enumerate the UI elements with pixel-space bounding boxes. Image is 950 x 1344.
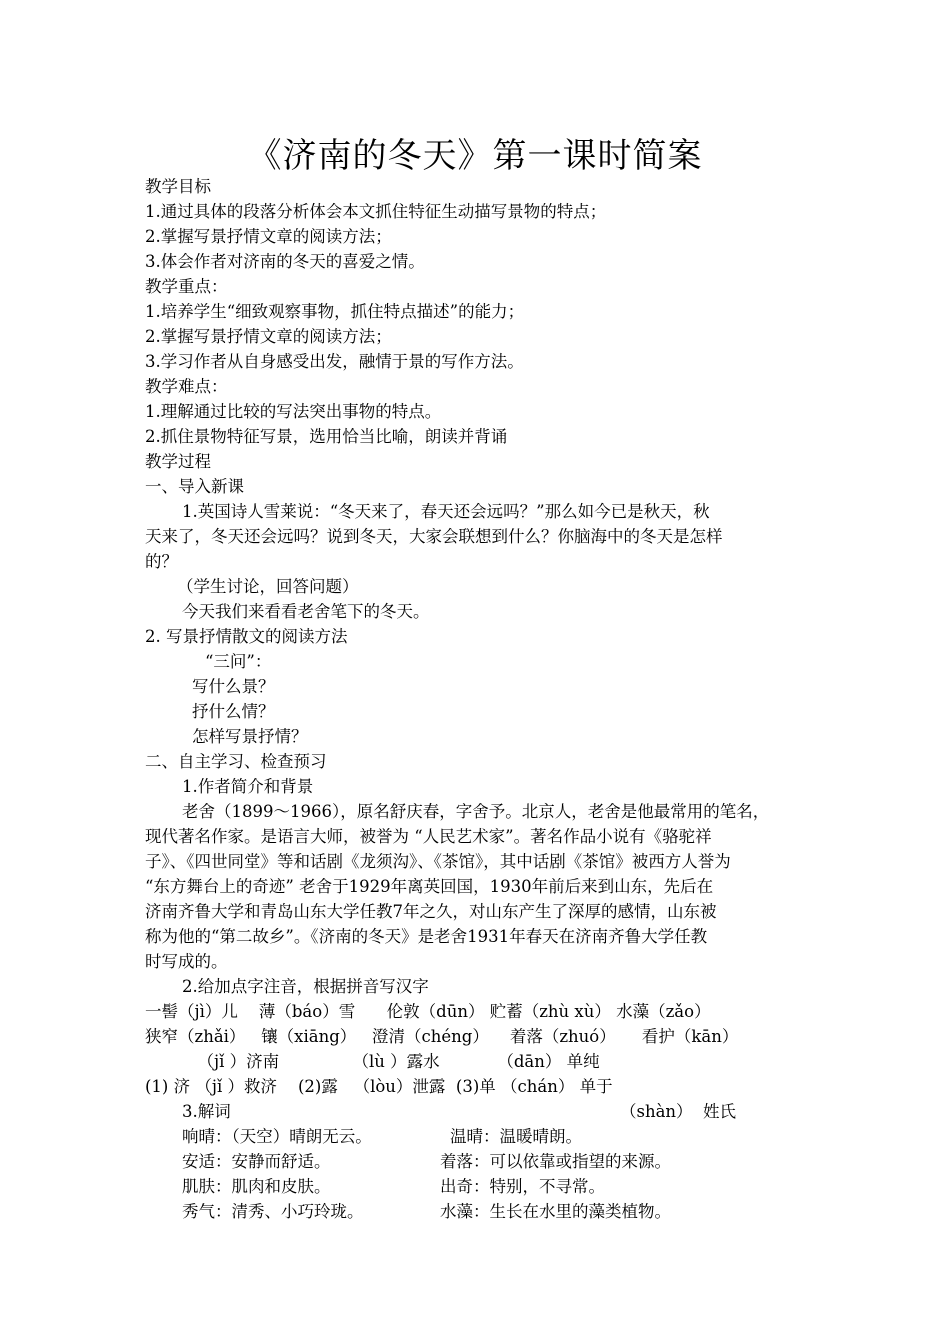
document-title: 《济南的冬天》第一课时简案 [247, 136, 703, 176]
key-point-item: 2.掌握写景抒情文章的阅读方法； [145, 327, 392, 346]
difficulties-heading: 教学难点： [145, 377, 228, 396]
vocab-item: 温晴：温暖晴朗。 [450, 1127, 582, 1146]
process-heading: 教学过程 [145, 452, 211, 471]
question-item: 怎样写景抒情？ [192, 727, 308, 746]
author-paragraph-line: 济南齐鲁大学和青岛山东大学任教7年之久，对山东产生了深厚的感情，山东被 [145, 902, 717, 921]
pinyin-line: （jǐ ）济南 （lù ）露水 （dān） 单纯 [145, 1052, 600, 1071]
key-point-item: 3.学习作者从自身感受出发，融情于景的写作方法。 [145, 352, 524, 371]
goal-item: 2.掌握写景抒情文章的阅读方法； [145, 227, 392, 246]
vocab-item: 水藻：生长在水里的藻类植物。 [440, 1202, 671, 1221]
vocab-item: 出奇：特别，不寻常。 [440, 1177, 605, 1196]
author-heading: 1.作者简介和背景 [182, 777, 314, 796]
goal-item: 1.通过具体的段落分析体会本文抓住特征生动描写景物的特点； [145, 202, 607, 221]
author-paragraph-line: 称为他的“第二故乡”。《济南的冬天》是老舍1931年春天在济南齐鲁大学任教 [145, 927, 708, 946]
intro-paragraph-line: 1.英国诗人雪莱说：“冬天来了，春天还会远吗？”那么如今已是秋天，秋 [182, 502, 710, 521]
pinyin-heading: 2.给加点字注音，根据拼音写汉字 [182, 977, 429, 996]
part1-heading: 一、导入新课 [145, 477, 244, 496]
vocab-item: 响晴：（天空）晴朗无云。 [182, 1127, 372, 1146]
vocab-heading: 3.解词 [182, 1102, 231, 1121]
vocab-item: 安适：安静而舒适。 [182, 1152, 331, 1171]
today-line: 今天我们来看看老舍笔下的冬天。 [182, 602, 430, 621]
pinyin-line: 一髻（jì）儿 薄（báo）雪 伦敦（dūn） 贮蓄（zhù xù） 水藻（zǎo） [145, 1002, 711, 1021]
key-point-item: 1.培养学生“细致观察事物，抓住特点描述”的能力； [145, 302, 525, 321]
vocab-item: 着落：可以依靠或指望的来源。 [440, 1152, 671, 1171]
vocab-item: 肌肤：肌肉和皮肤。 [182, 1177, 331, 1196]
goal-item: 3.体会作者对济南的冬天的喜爱之情。 [145, 252, 425, 271]
difficulty-item: 1.理解通过比较的写法突出事物的特点。 [145, 402, 442, 421]
pinyin-line: 狭窄（zhǎi） 镶（xiāng） 澄清（chéng） 着落（zhuó） 看护（kān） [145, 1027, 739, 1046]
author-paragraph-line: 现代著名作家。是语言大师，被誉为 “人民艺术家”。著名作品小说有《骆驼祥 [145, 827, 712, 846]
intro-paragraph-line: 的？ [145, 552, 178, 571]
three-questions-label: “三问”： [205, 652, 272, 671]
pinyin-line: (1) 济 （jǐ ）救济 (2)露 （lòu）泄露 (3)单 （chán） 单于 [145, 1077, 613, 1096]
key-points-heading: 教学重点： [145, 277, 228, 296]
vocab-item: 秀气：清秀、小巧玲珑。 [182, 1202, 364, 1221]
goals-heading: 教学目标 [145, 177, 211, 196]
method-heading: 2. 写景抒情散文的阅读方法 [145, 627, 348, 646]
difficulty-item: 2.抓住景物特征写景，选用恰当比喻，朗读并背诵 [145, 427, 508, 446]
intro-paragraph-line: 天来了，冬天还会远吗？说到冬天，大家会联想到什么？你脑海中的冬天是怎样 [145, 527, 723, 546]
author-paragraph-line: 老舍（1899～1966），原名舒庆春，字舍予。北京人，老舍是他最常用的笔名， [182, 802, 770, 821]
shan-note: （shàn） 姓氏 [620, 1102, 737, 1121]
discussion-note: （学生讨论，回答问题） [177, 577, 359, 596]
author-paragraph-line: “东方舞台上的奇迹” 老舍于1929年离英回国，1930年前后来到山东，先后在 [145, 877, 714, 896]
part2-heading: 二、自主学习、检查预习 [145, 752, 327, 771]
question-item: 抒什么情？ [192, 702, 275, 721]
author-paragraph-line: 时写成的。 [145, 952, 228, 971]
question-item: 写什么景？ [192, 677, 275, 696]
author-paragraph-line: 子》、《四世同堂》等和话剧《龙须沟》、《茶馆》，其中话剧《茶馆》被西方人誉为 [145, 852, 731, 871]
